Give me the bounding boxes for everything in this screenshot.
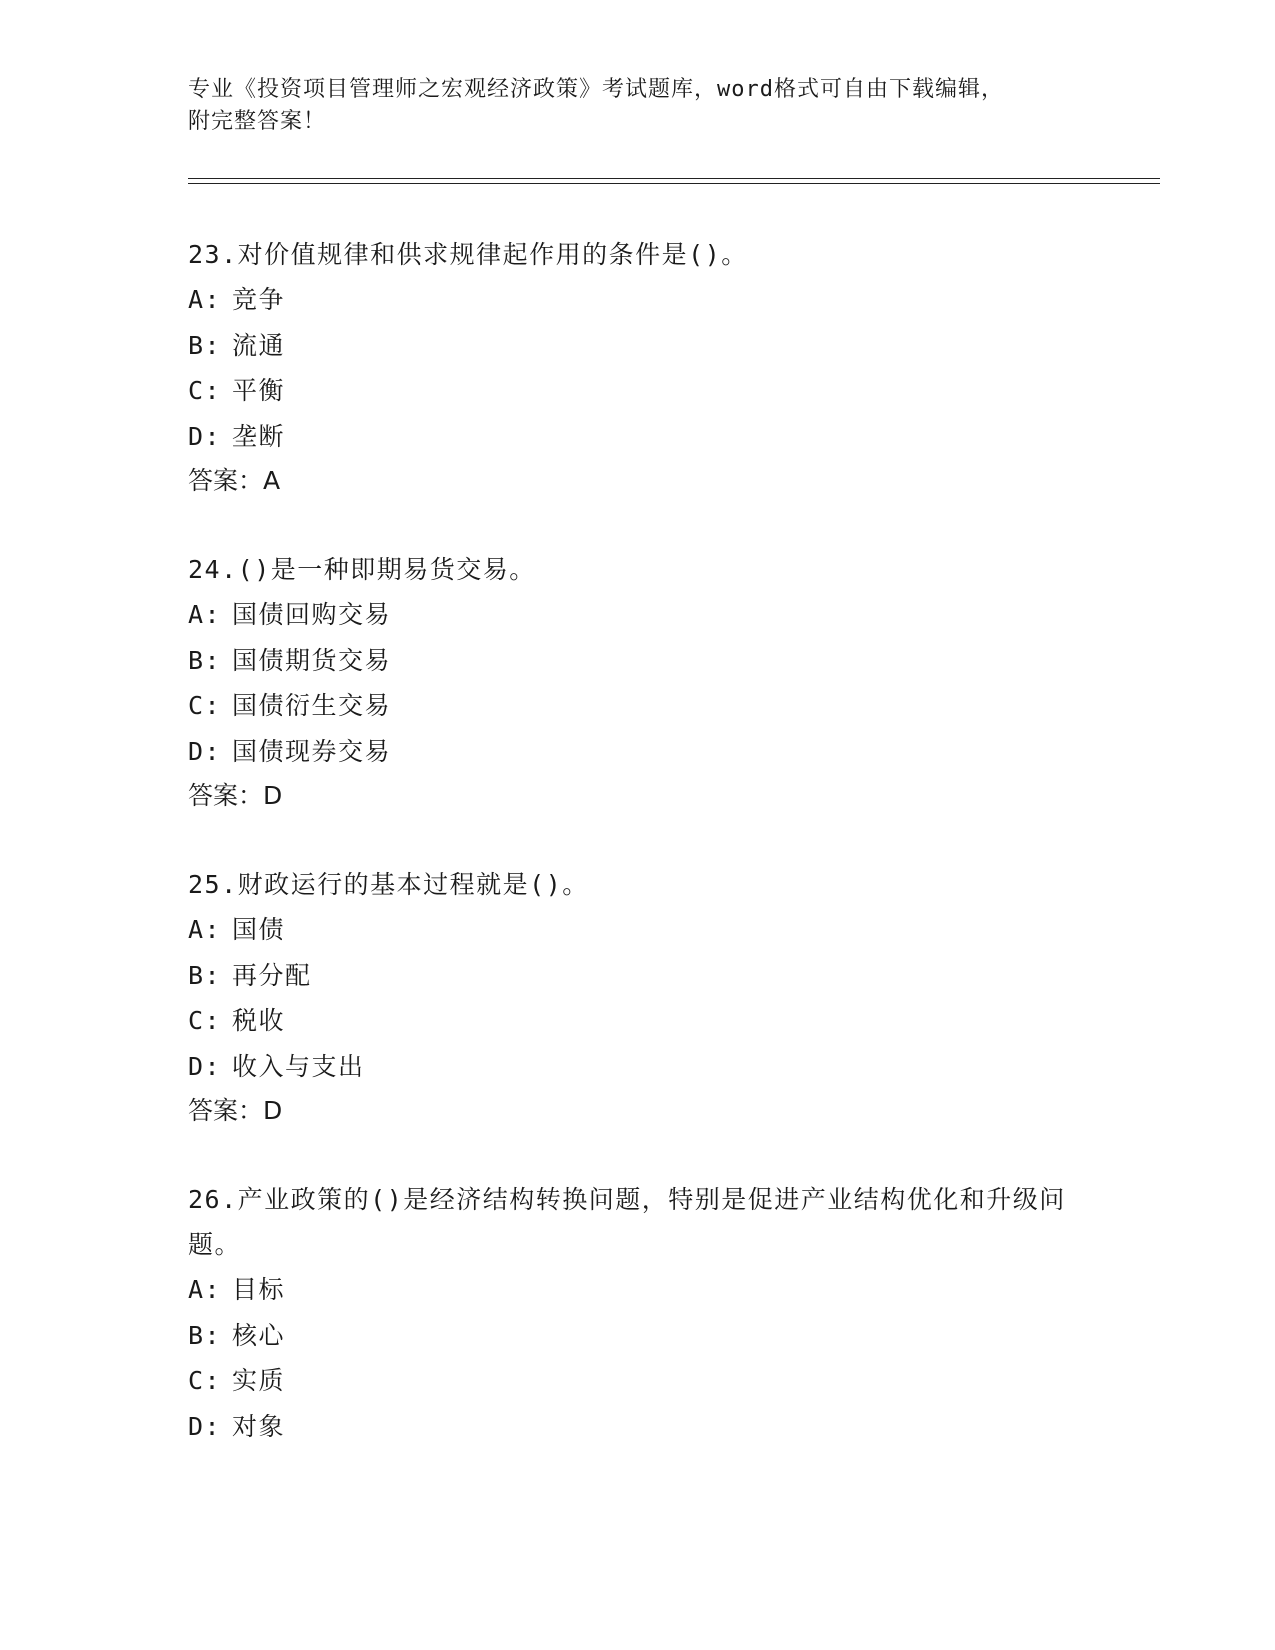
answer-line: 答案：D	[188, 1096, 283, 1125]
header-divider-top	[188, 178, 1160, 179]
option-key: A:	[188, 1275, 222, 1304]
option-text: 国债	[232, 915, 286, 944]
option-text: 国债回购交易	[232, 600, 392, 629]
option-c	[188, 998, 1088, 1044]
option-text: 国债期货交易	[232, 645, 392, 675]
option-c	[188, 1358, 1088, 1404]
option-b	[188, 1313, 1088, 1359]
question-25	[188, 862, 1088, 1133]
option-text: 垄断	[232, 421, 286, 451]
option-a	[188, 592, 1088, 638]
option-b	[188, 323, 1088, 369]
option-text: 核心	[232, 1320, 286, 1350]
question-23	[188, 232, 1088, 503]
option-text: 竞争	[232, 285, 286, 314]
option-text: 再分配	[232, 960, 312, 990]
option-a	[188, 907, 1088, 953]
answer-line: 答案：A	[188, 466, 281, 495]
option-key: D:	[188, 736, 222, 766]
option-c	[188, 368, 1088, 414]
option-key: B:	[188, 1320, 222, 1350]
option-key: D:	[188, 1411, 222, 1441]
header-line-2: 附完整答案！	[188, 109, 327, 134]
option-text: 税收	[232, 1006, 286, 1035]
question-stem: 26.产业政策的()是经济结构转换问题，特别是促进产业结构优化和升级问题。	[188, 1185, 1066, 1259]
option-d	[188, 1044, 1088, 1090]
option-text: 目标	[232, 1275, 286, 1304]
option-key: C:	[188, 691, 222, 720]
option-a	[188, 277, 1088, 323]
option-key: A:	[188, 600, 222, 629]
option-key: C:	[188, 376, 222, 405]
question-stem: 23.对价值规律和供求规律起作用的条件是()。	[188, 240, 748, 269]
question-24	[188, 547, 1088, 818]
option-key: D:	[188, 421, 222, 451]
option-text: 国债现券交易	[232, 736, 392, 766]
option-key: B:	[188, 330, 222, 360]
option-text: 对象	[232, 1411, 286, 1441]
header-line-1: 专业《投资项目管理师之宏观经济政策》考试题库，word格式可自由下载编辑，	[188, 77, 1004, 102]
option-key: C:	[188, 1006, 222, 1035]
option-text: 收入与支出	[232, 1051, 365, 1081]
option-d	[188, 414, 1088, 460]
option-text: 国债衍生交易	[232, 691, 392, 720]
option-text: 流通	[232, 330, 286, 360]
option-a	[188, 1267, 1088, 1313]
header-divider-bottom	[188, 183, 1160, 184]
question-stem: 25.财政运行的基本过程就是()。	[188, 870, 589, 899]
option-text: 实质	[232, 1366, 286, 1395]
question-stem: 24.()是一种即期易货交易。	[188, 555, 536, 584]
option-c	[188, 683, 1088, 729]
option-text: 平衡	[232, 376, 286, 405]
option-key: D:	[188, 1051, 222, 1081]
option-d	[188, 729, 1088, 775]
option-b	[188, 953, 1088, 999]
option-key: C:	[188, 1366, 222, 1395]
option-d	[188, 1404, 1088, 1450]
option-key: B:	[188, 960, 222, 990]
option-b	[188, 638, 1088, 684]
option-key: B:	[188, 645, 222, 675]
option-key: A:	[188, 285, 222, 314]
answer-line: 答案：D	[188, 781, 283, 810]
option-key: A:	[188, 915, 222, 944]
question-26	[188, 1177, 1088, 1449]
question-list	[188, 232, 1088, 1493]
document-header	[188, 74, 1088, 138]
